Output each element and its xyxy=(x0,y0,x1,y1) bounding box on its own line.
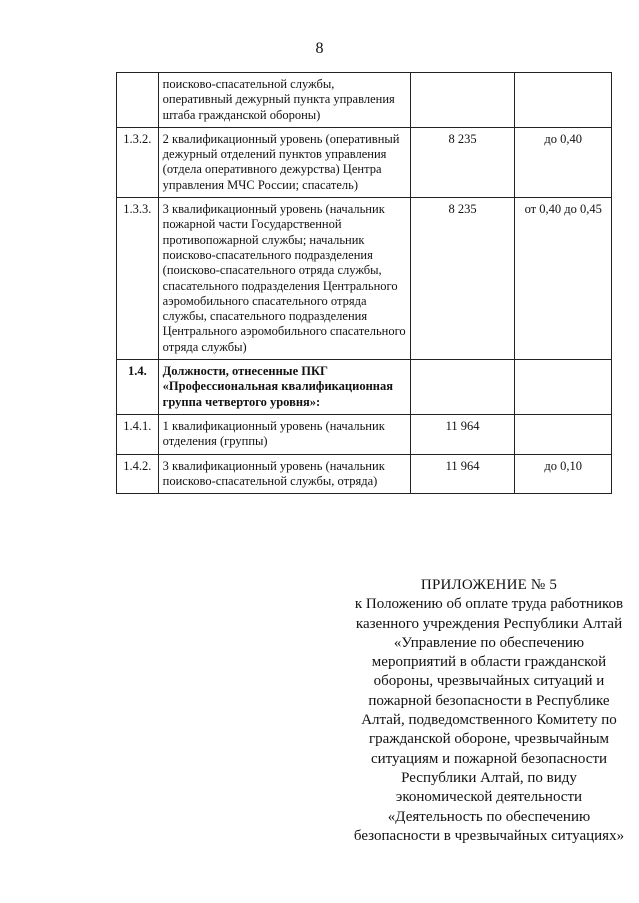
row-number-cell: 1.4.1. xyxy=(117,414,159,454)
base-salary-cell xyxy=(410,73,515,128)
position-name-cell: Должности, отнесенные ПКГ «Профессиональная квалификационная группа четвертого уровня»: xyxy=(158,360,410,415)
table-row xyxy=(117,198,612,360)
position-name-cell: поисково-спасательной службы, оперативный дежурный пункта управления штаба гражданской обороны) xyxy=(158,73,410,128)
row-number-cell: 1.3.2. xyxy=(117,127,159,197)
position-name-cell: 2 квалификационный уровень (оперативный дежурный отделений пунктов управления (отдела оперативного дежурства) Центра управления МЧС России; спасатель) xyxy=(158,127,410,197)
coefficient-cell xyxy=(515,360,612,415)
table-row xyxy=(117,127,612,197)
page-number: 8 xyxy=(315,40,324,57)
row-number-cell: 1.4. xyxy=(117,360,159,415)
position-name-cell: 3 квалификационный уровень (начальник поисково-спасательной службы, отряда) xyxy=(158,454,410,494)
appendix-title: ПРИЛОЖЕНИЕ № 5 xyxy=(420,577,558,593)
base-salary-cell: 11 964 xyxy=(410,454,515,494)
coefficient-cell xyxy=(515,73,612,128)
coefficient-cell xyxy=(515,414,612,454)
table-row xyxy=(117,454,612,494)
coefficient-cell: от 0,40 до 0,45 xyxy=(515,198,612,360)
table-row xyxy=(117,73,612,128)
coefficient-cell: до 0,40 xyxy=(515,127,612,197)
base-salary-cell: 8 235 xyxy=(410,198,515,360)
appendix-block xyxy=(352,576,626,846)
coefficient-cell: до 0,10 xyxy=(515,454,612,494)
salary-table xyxy=(116,72,612,494)
table-row xyxy=(117,360,612,415)
base-salary-cell: 8 235 xyxy=(410,127,515,197)
position-name-cell: 1 квалификационный уровень (начальник отделения (группы) xyxy=(158,414,410,454)
row-number-cell: 1.4.2. xyxy=(117,454,159,494)
base-salary-cell: 11 964 xyxy=(410,414,515,454)
row-number-cell: 1.3.3. xyxy=(117,198,159,360)
appendix-text: к Положению об оплате труда работников казенного учреждения Республики Алтай «Управление по обеспечению мероприятий в области гражданской обороны, чрезвычайных ситуаций и пожарной безопасности в Республике Алтай, подведомственного Комитету по гражданской обороне, чрезвычайным ситуациям и пожарной безопасности Республики Алтай, по виду экономической деятельности «Деятельность по обеспечению безопасности в чрезвычайных ситуациях» xyxy=(353,596,625,844)
position-name-cell: 3 квалификационный уровень (начальник пожарной части Государственной противопожарной службы; начальник поисково-спасательного подразделения (поисково-спасательного отряда службы, спасательного подразделения Центрального аэромобильного спасательного отряда службы, спасательного подразделения Центрального аэромобильного спасательного отряда службы) xyxy=(158,198,410,360)
row-number-cell xyxy=(117,73,159,128)
table-row xyxy=(117,414,612,454)
base-salary-cell xyxy=(410,360,515,415)
